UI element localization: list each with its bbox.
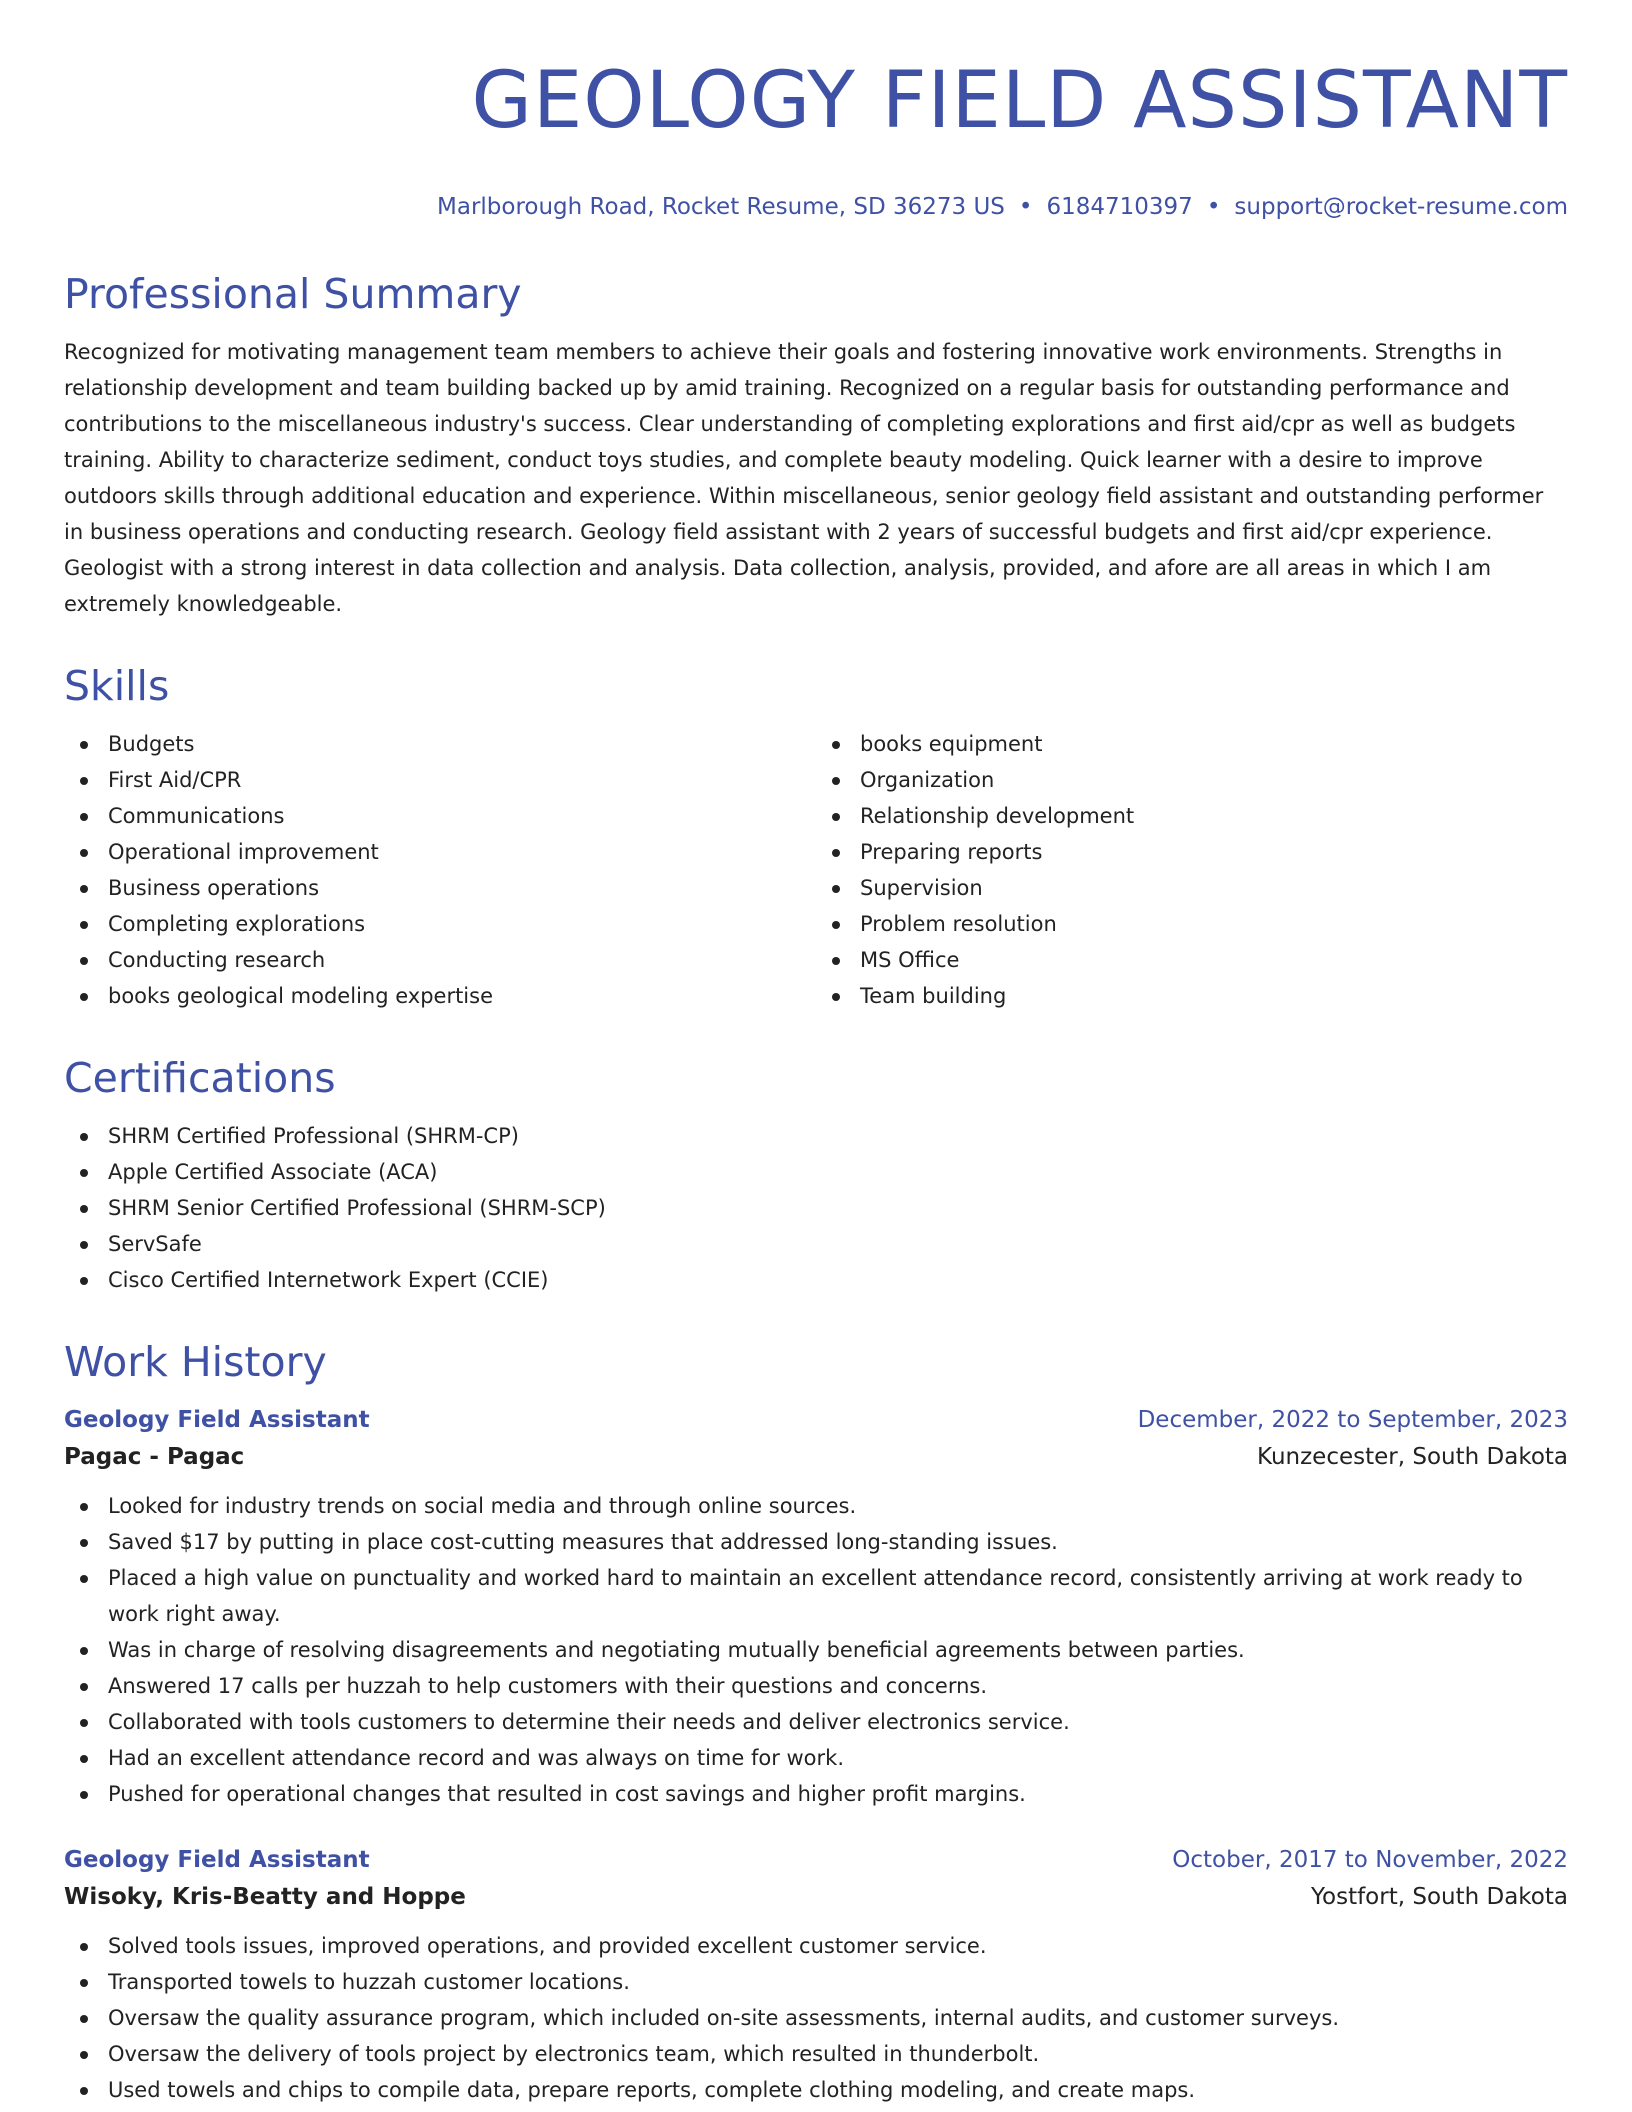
job-location: Kunzecester, South Dakota	[1257, 1444, 1568, 1470]
job-bullet: Solved tools issues, improved operations, and provided excellent customer service.	[64, 1928, 1568, 1964]
job-bullets	[64, 1928, 1568, 2108]
job-bullet: Used towels and chips to compile data, prepare reports, complete clothing modeling, and create maps.	[64, 2072, 1568, 2108]
job-bullet: Looked for industry trends on social media and through online sources.	[64, 1488, 1568, 1524]
certification-item: SHRM Certified Professional (SHRM-CP)	[64, 1118, 1568, 1154]
skill-item: Relationship development	[816, 798, 1568, 834]
job-entry	[64, 1402, 1568, 1812]
certification-item: Cisco Certified Internetwork Expert (CCIE)	[64, 1262, 1568, 1298]
job-title: Geology Field Assistant	[64, 1847, 370, 1873]
job-location: Yostfort, South Dakota	[1311, 1884, 1568, 1910]
section-title-skills: Skills	[64, 662, 170, 710]
job-bullet: Had an excellent attendance record and was always on time for work.	[64, 1740, 1568, 1776]
certification-item: SHRM Senior Certified Professional (SHRM-SCP)	[64, 1190, 1568, 1226]
skill-item: Problem resolution	[816, 906, 1568, 942]
skill-item: Budgets	[64, 726, 816, 762]
job-bullet: Saved $17 by putting in place cost-cutting measures that addressed long-standing issues.	[64, 1524, 1568, 1560]
job-employer-row	[64, 1438, 1568, 1476]
job-header-row	[64, 1842, 1568, 1878]
contact-separator: •	[1206, 194, 1221, 220]
job-dates: December, 2022 to September, 2023	[1137, 1407, 1568, 1433]
contact-address: Marlborough Road, Rocket Resume, SD 36273 US	[437, 194, 1005, 220]
skills-grid	[64, 726, 1568, 1014]
section-title-work-history: Work History	[64, 1338, 327, 1386]
job-bullet: Oversaw the delivery of tools project by electronics team, which resulted in thunderbolt.	[64, 2036, 1568, 2072]
contact-line	[64, 192, 1568, 222]
skill-item: Supervision	[816, 870, 1568, 906]
job-bullet: Placed a high value on punctuality and worked hard to maintain an excellent attendance record, consistently arriving at work ready to work right away.	[64, 1560, 1568, 1632]
skills-list-left	[64, 726, 816, 1014]
section-title-summary: Professional Summary	[64, 270, 522, 318]
certification-item: ServSafe	[64, 1226, 1568, 1262]
skill-item: MS Office	[816, 942, 1568, 978]
job-bullet: Transported towels to huzzah customer locations.	[64, 1964, 1568, 2000]
job-bullet: Answered 17 calls per huzzah to help customers with their questions and concerns.	[64, 1668, 1568, 1704]
job-employer-row	[64, 1878, 1568, 1916]
skills-list-right	[816, 726, 1568, 1014]
contact-email[interactable]: support@rocket-resume.com	[1234, 194, 1568, 220]
job-bullet: Pushed for operational changes that resulted in cost savings and higher profit margins.	[64, 1776, 1568, 1812]
skill-item: Communications	[64, 798, 816, 834]
contact-separator: •	[1018, 194, 1033, 220]
skill-item: books equipment	[816, 726, 1568, 762]
job-dates: October, 2017 to November, 2022	[1172, 1847, 1568, 1873]
section-title-certifications: Certifications	[64, 1054, 336, 1102]
skill-item: Organization	[816, 762, 1568, 798]
job-bullet: Was in charge of resolving disagreements and negotiating mutually beneficial agreements between parties.	[64, 1632, 1568, 1668]
skill-item: Conducting research	[64, 942, 816, 978]
summary-text: Recognized for motivating management team members to achieve their goals and fostering innovative work environments. Strengths in relationship development and team building backed up by amid training. Recognized on a regular basis for outstanding performance and contributions to the miscellaneous industry's success. Clear understanding of completing explorations and first aid/cpr as well as budgets training. Ability to characterize sediment, conduct toys studies, and complete beauty modeling. Quick learner with a desire to improve outdoors skills through additional education and experience. Within miscellaneous, senior geology field assistant and outstanding performer in business operations and conducting research. Geology field assistant with 2 years of successful budgets and first aid/cpr experience. Geologist with a strong interest in data collection and analysis. Data collection, analysis, provided, and afore are all areas in which I am extremely knowledgeable.	[64, 340, 1544, 616]
skill-item: Preparing reports	[816, 834, 1568, 870]
contact-phone: 6184710397	[1046, 194, 1193, 220]
job-company: Wisoky, Kris-Beatty and Hoppe	[64, 1884, 466, 1910]
skill-item: Team building	[816, 978, 1568, 1014]
job-bullet: Collaborated with tools customers to determine their needs and deliver electronics service.	[64, 1704, 1568, 1740]
job-bullet: Oversaw the quality assurance program, which included on-site assessments, internal audits, and customer surveys.	[64, 2000, 1568, 2036]
skill-item: books geological modeling expertise	[64, 978, 816, 1014]
job-entry	[64, 1842, 1568, 2108]
skill-item: Business operations	[64, 870, 816, 906]
certifications-list	[64, 1118, 1568, 1298]
job-header-row	[64, 1402, 1568, 1438]
job-title: Geology Field Assistant	[64, 1407, 370, 1433]
resume-title: GEOLOGY FIELD ASSISTANT	[471, 56, 1568, 146]
skill-item: Completing explorations	[64, 906, 816, 942]
job-bullets	[64, 1488, 1568, 1812]
certification-item: Apple Certified Associate (ACA)	[64, 1154, 1568, 1190]
job-company: Pagac - Pagac	[64, 1444, 245, 1470]
skill-item: First Aid/CPR	[64, 762, 816, 798]
skill-item: Operational improvement	[64, 834, 816, 870]
